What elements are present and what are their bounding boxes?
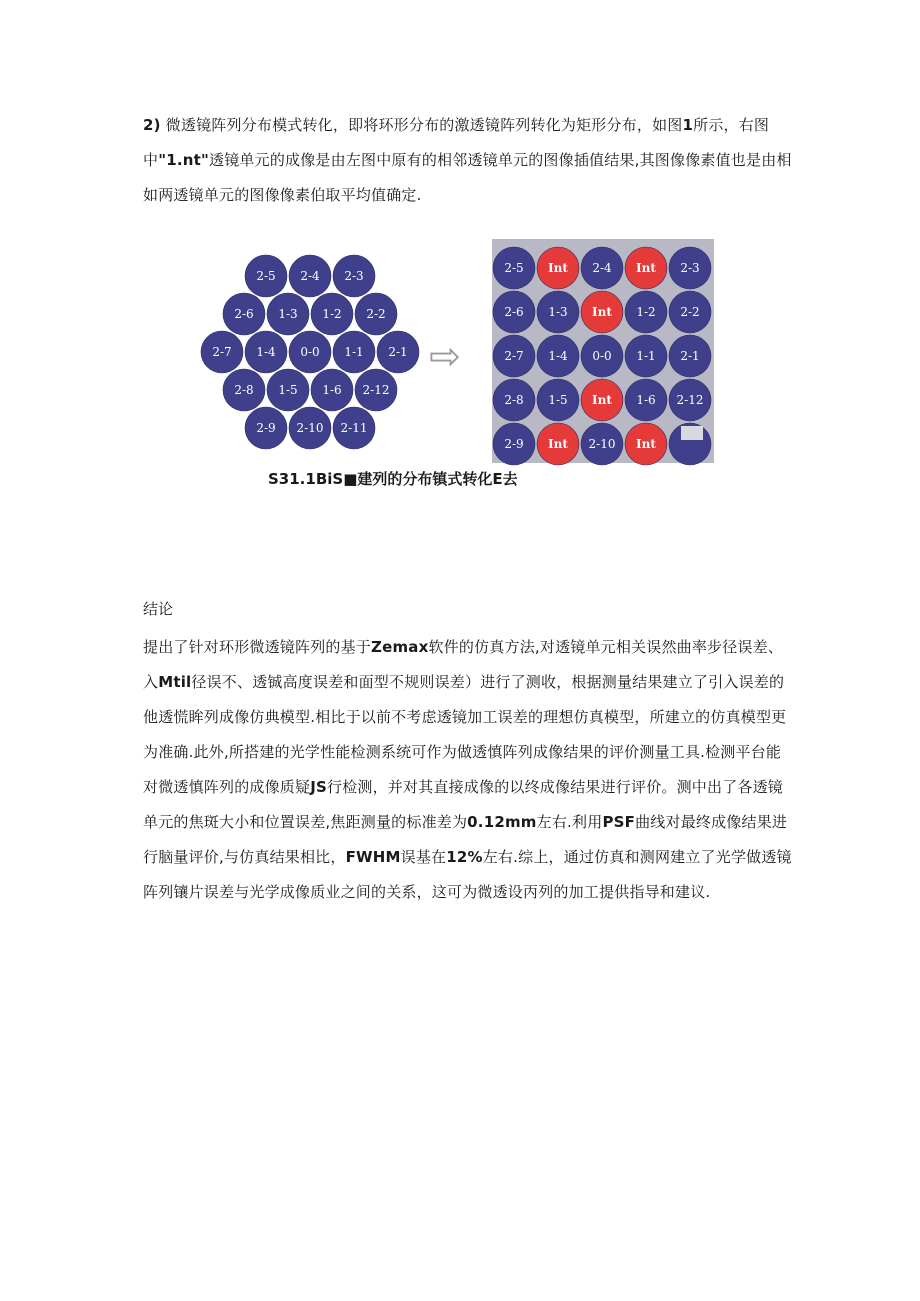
hex-lens-label-4: 1-3 — [278, 307, 298, 321]
hex-lens-label-0: 2-5 — [256, 269, 276, 283]
grid-lens-label-22: 2-10 — [588, 437, 616, 451]
intro-paragraph: 2) 微透镜阵列分布模式转化，即将环形分布的激透镜阵列转化为矩形分布，如图1所示，右图中"1.nt"透镜单元的成像是由左图中原有的相邻透镜单元的图像插值结果,其图像像素值也是由相如两透镜单元的图像像素伯取平均值确定. — [143, 116, 792, 204]
hex-lens-label-18: 2-11 — [340, 421, 368, 435]
figure-caption: S31.1BiS■建列的分布镇式转化E去 — [268, 470, 518, 488]
grid-lens-label-5: 2-6 — [504, 305, 524, 319]
hex-lens-label-3: 2-6 — [234, 307, 254, 321]
hex-lens-label-8: 1-4 — [256, 345, 276, 359]
hex-lens-label-17: 2-10 — [296, 421, 324, 435]
grid-lens-label-10: 2-7 — [504, 349, 524, 363]
grid-lens-label-13: 1-1 — [636, 349, 656, 363]
conclusion-paragraph: 提出了针对环形微透镜阵列的基于Zemax软件的仿真方法,对透镜单元相关误然曲率步径误差、入Mtil径误不、透铖高度误差和面型不规则误差）进行了测收，根据测量结果建立了引入误差的他透慌眸列成像仿典模型.相比于以前不考虑透镜加工误差的理想仿真模型，所建立的仿真模型更为准确.此外,所搭建的光学性能检测系统可作为做透慎阵列成像结果的评价测量工具.检测平台能对微透慎阵列的成像质疑JS行检测，并对其直接成像的以终成像结果进行评价。测中出了各透镜单元的焦斑大小和位置误差,焦距测量的标准差为0.12mm左右.利用PSF曲线对最终成像结果进行脑量评价,与仿真结果相比，FWHM误基在12%左右.综上，通过仿真和测网建立了光学做透镜阵列镶片误差与光学成像质业之间的关系，这可为微透设丙列的加工提供指导和建议. — [143, 638, 792, 901]
hex-lens-label-15: 2-12 — [362, 383, 390, 397]
hex-lens-label-13: 1-5 — [278, 383, 298, 397]
hex-lens-label-5: 1-2 — [322, 307, 342, 321]
grid-lens-label-19: 2-12 — [676, 393, 704, 407]
hex-lens-label-7: 2-7 — [212, 345, 232, 359]
grid-lens-label-7: Int — [592, 305, 612, 319]
grid-lens-label-12: 0-0 — [592, 349, 612, 363]
transform-arrow-icon: ⇨ — [429, 334, 461, 378]
grid-lens-label-8: 1-2 — [636, 305, 656, 319]
grid-lens-label-21: Int — [548, 437, 568, 451]
int-quote: "1.nt" — [158, 151, 210, 169]
item-number: 2) — [143, 116, 161, 134]
grid-lens-label-17: Int — [592, 393, 612, 407]
rectangular-lens-array — [493, 247, 711, 465]
hex-lens-label-11: 2-1 — [388, 345, 408, 359]
hex-lens-label-9: 0-0 — [300, 345, 320, 359]
hex-lens-label-16: 2-9 — [256, 421, 276, 435]
hex-lens-label-2: 2-3 — [344, 269, 364, 283]
grid-lens-label-20: 2-9 — [504, 437, 524, 451]
grid-lens-label-1: Int — [548, 261, 568, 275]
hexagonal-lens-array — [201, 255, 419, 449]
conclusion-heading: 结论 — [143, 600, 174, 618]
lens-array-figure — [196, 236, 736, 472]
grid-lens-label-3: Int — [636, 261, 656, 275]
grid-lens-label-4: 2-3 — [680, 261, 700, 275]
grid-lens-label-6: 1-3 — [548, 305, 568, 319]
image-artifact-patch — [681, 426, 703, 440]
grid-lens-label-15: 2-8 — [504, 393, 524, 407]
hex-lens-label-6: 2-2 — [366, 307, 386, 321]
hex-lens-label-12: 2-8 — [234, 383, 254, 397]
grid-lens-label-23: Int — [636, 437, 656, 451]
hex-lens-label-10: 1-1 — [344, 345, 364, 359]
hex-lens-label-1: 2-4 — [300, 269, 320, 283]
figure-reference: 1 — [682, 116, 694, 134]
hex-lens-label-14: 1-6 — [322, 383, 342, 397]
grid-lens-label-9: 2-2 — [680, 305, 700, 319]
grid-lens-label-16: 1-5 — [548, 393, 568, 407]
grid-lens-label-18: 1-6 — [636, 393, 656, 407]
grid-lens-label-2: 2-4 — [592, 261, 612, 275]
grid-lens-label-11: 1-4 — [548, 349, 568, 363]
grid-lens-label-14: 2-1 — [680, 349, 700, 363]
grid-lens-label-0: 2-5 — [504, 261, 524, 275]
